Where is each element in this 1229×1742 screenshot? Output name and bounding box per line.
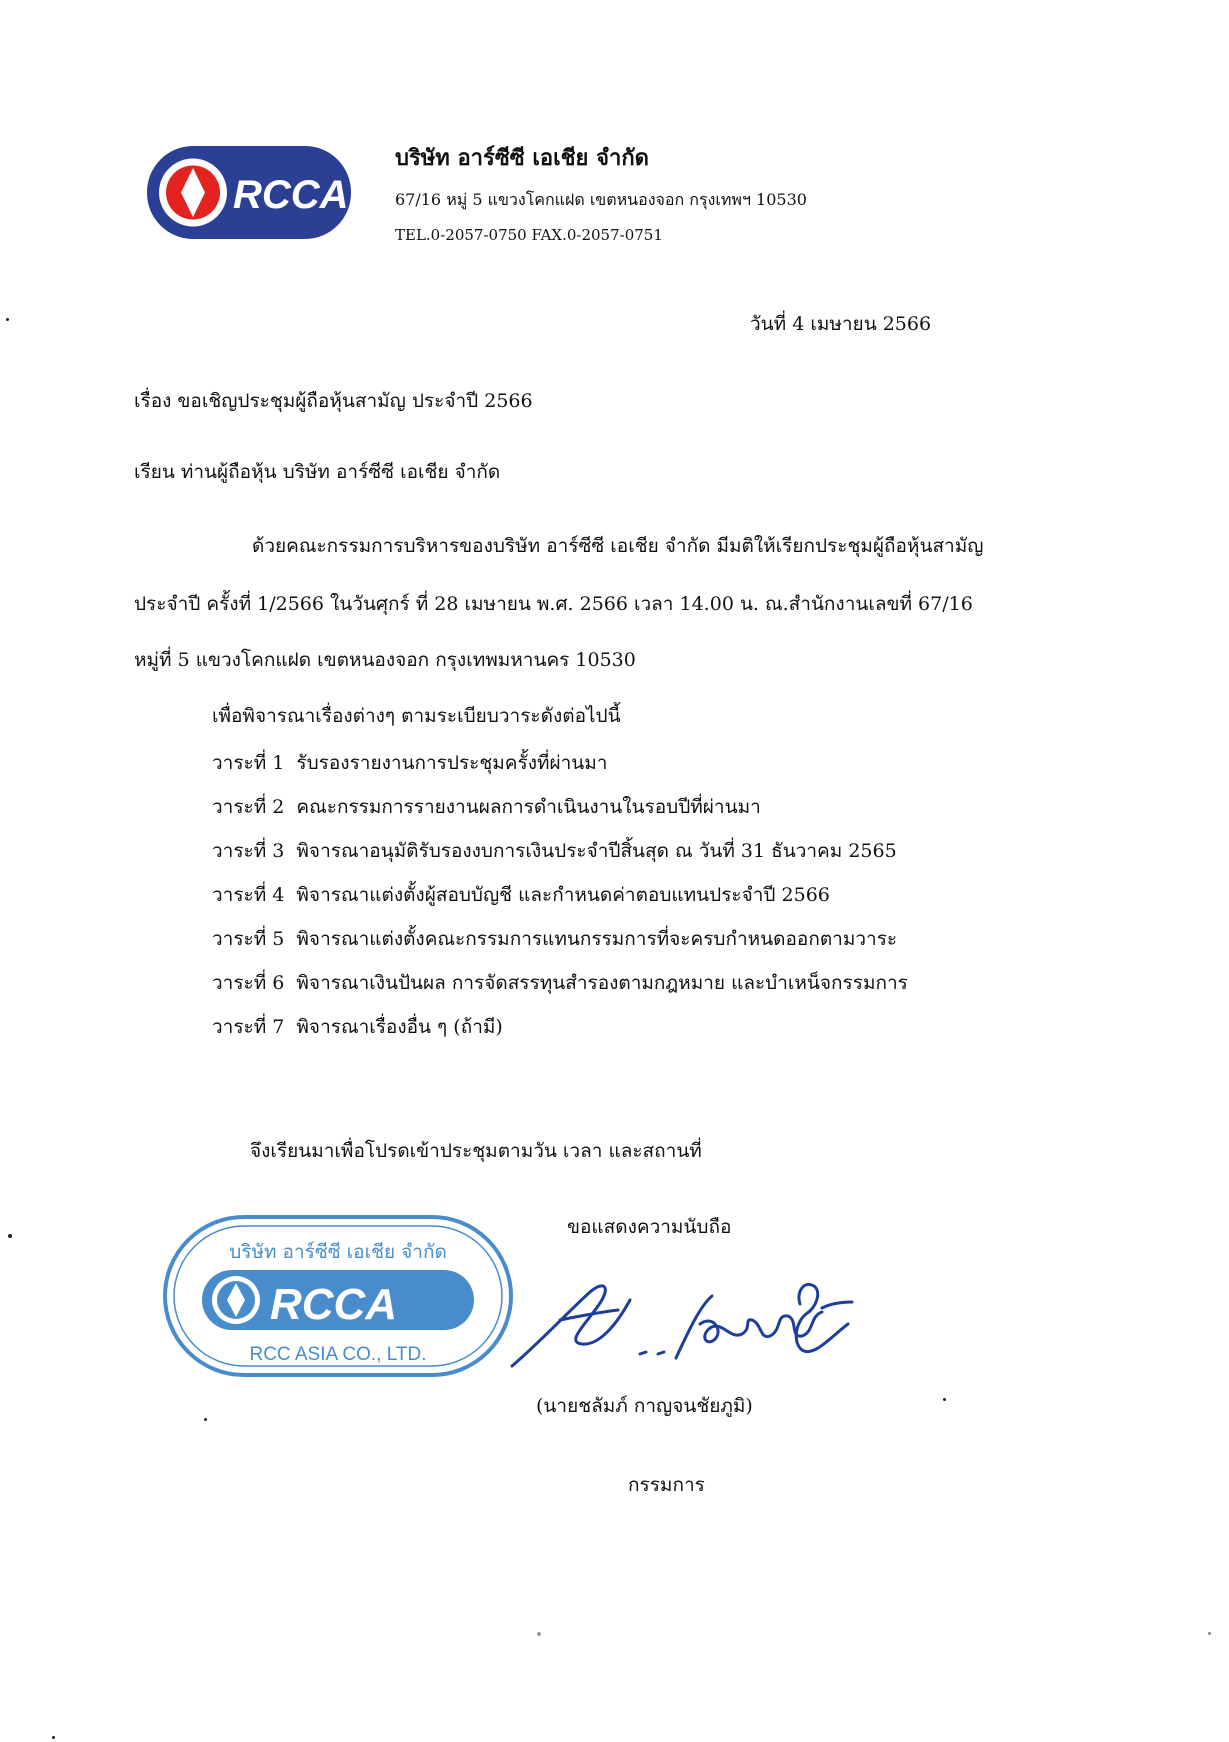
letter-salutation: เรียน ท่านผู้ถือหุ้น บริษัท อาร์ซีซี เอเชีย จำกัด [134, 461, 501, 483]
scan-speck [52, 1736, 55, 1739]
body-line-1: ด้วยคณะกรรมการบริหารของบริษัท อาร์ซีซี เอเชีย จำกัด มีมติให้เรียกประชุมผู้ถือหุ้นสามัญ [252, 535, 984, 557]
letter-subject: เรื่อง ขอเชิญประชุมผู้ถือหุ้นสามัญ ประจำปี 2566 [134, 390, 533, 412]
company-logo [147, 146, 351, 239]
company-stamp [162, 1214, 514, 1378]
stamp-bottom-text: RCC ASIA CO., LTD. [249, 1344, 427, 1365]
agenda-text: รับรองรายงานการประชุมครั้งที่ผ่านมา [296, 752, 608, 774]
scan-speck [1208, 1632, 1211, 1635]
agenda-number: วาระที่ 4 [212, 884, 285, 906]
company-phone: TEL.0-2057-0750 FAX.0-2057-0751 [395, 226, 663, 244]
scan-speck [537, 1632, 541, 1636]
agenda-number: วาระที่ 1 [212, 752, 285, 774]
agenda-text: พิจารณาแต่งตั้งคณะกรรมการแทนกรรมการที่จะครบกำหนดออกตามวาระ [296, 928, 898, 950]
regards-line: ขอแสดงความนับถือ [567, 1216, 732, 1238]
scan-speck [6, 318, 9, 321]
agenda-intro: เพื่อพิจารณาเรื่องต่างๆ ตามระเบียบวาระดังต่อไปนี้ [212, 705, 621, 727]
stamp-logo-text: RCCA [270, 1280, 398, 1329]
agenda-text: พิจารณาแต่งตั้งผู้สอบบัญชี และกำหนดค่าตอบแทนประจำปี 2566 [296, 884, 830, 906]
agenda-item [212, 836, 897, 866]
agenda-item [212, 792, 761, 822]
scan-speck [204, 1418, 207, 1421]
body-line-2: ประจำปี ครั้งที่ 1/2566 ในวันศุกร์ ที่ 28 เมษายน พ.ศ. 2566 เวลา 14.00 น. ณ.สำนักงานเลขที่ 67/16 [134, 593, 973, 615]
agenda-number: วาระที่ 7 [212, 1016, 285, 1038]
company-name: บริษัท อาร์ซีซี เอเชีย จำกัด [395, 145, 649, 171]
agenda-text: พิจารณาเรื่องอื่น ๆ (ถ้ามี) [296, 1016, 503, 1038]
closing-line: จึงเรียนมาเพื่อโปรดเข้าประชุมตามวัน เวลา และสถานที่ [250, 1140, 702, 1162]
agenda-text: พิจารณาเงินปันผล การจัดสรรทุนสำรองตามกฎหมาย และบำเหน็จกรรมการ [296, 972, 908, 994]
letter-date: วันที่ 4 เมษายน 2566 [750, 313, 932, 335]
scan-speck [8, 1234, 12, 1238]
agenda-number: วาระที่ 3 [212, 840, 285, 862]
signer-name: (นายชลัมภ์ กาญจนชัยภูมิ) [536, 1395, 753, 1417]
agenda-number: วาระที่ 6 [212, 972, 285, 994]
agenda-text: คณะกรรมการรายงานผลการดำเนินงานในรอบปีที่ผ่านมา [296, 796, 761, 818]
signature [500, 1262, 860, 1382]
agenda-item [212, 880, 830, 910]
scan-speck [943, 1398, 946, 1401]
agenda-text: พิจารณาอนุมัติรับรองงบการเงินประจำปีสิ้นสุด ณ วันที่ 31 ธันวาคม 2565 [296, 840, 897, 862]
agenda-number: วาระที่ 5 [212, 928, 285, 950]
body-line-3: หมู่ที่ 5 แขวงโคกแฝด เขตหนองจอก กรุงเทพมหานคร 10530 [134, 649, 636, 671]
agenda-item [212, 924, 897, 954]
signer-title: กรรมการ [628, 1474, 705, 1496]
logo-text: RCCA [233, 173, 349, 217]
company-address: 67/16 หมู่ 5 แขวงโคกแฝด เขตหนองจอก กรุงเทพฯ 10530 [395, 190, 807, 209]
agenda-number: วาระที่ 2 [212, 796, 285, 818]
agenda-item [212, 968, 908, 998]
agenda-item [212, 748, 607, 778]
agenda-item [212, 1012, 503, 1042]
stamp-top-text: บริษัท อาร์ซีซี เอเชีย จำกัด [229, 1241, 447, 1263]
